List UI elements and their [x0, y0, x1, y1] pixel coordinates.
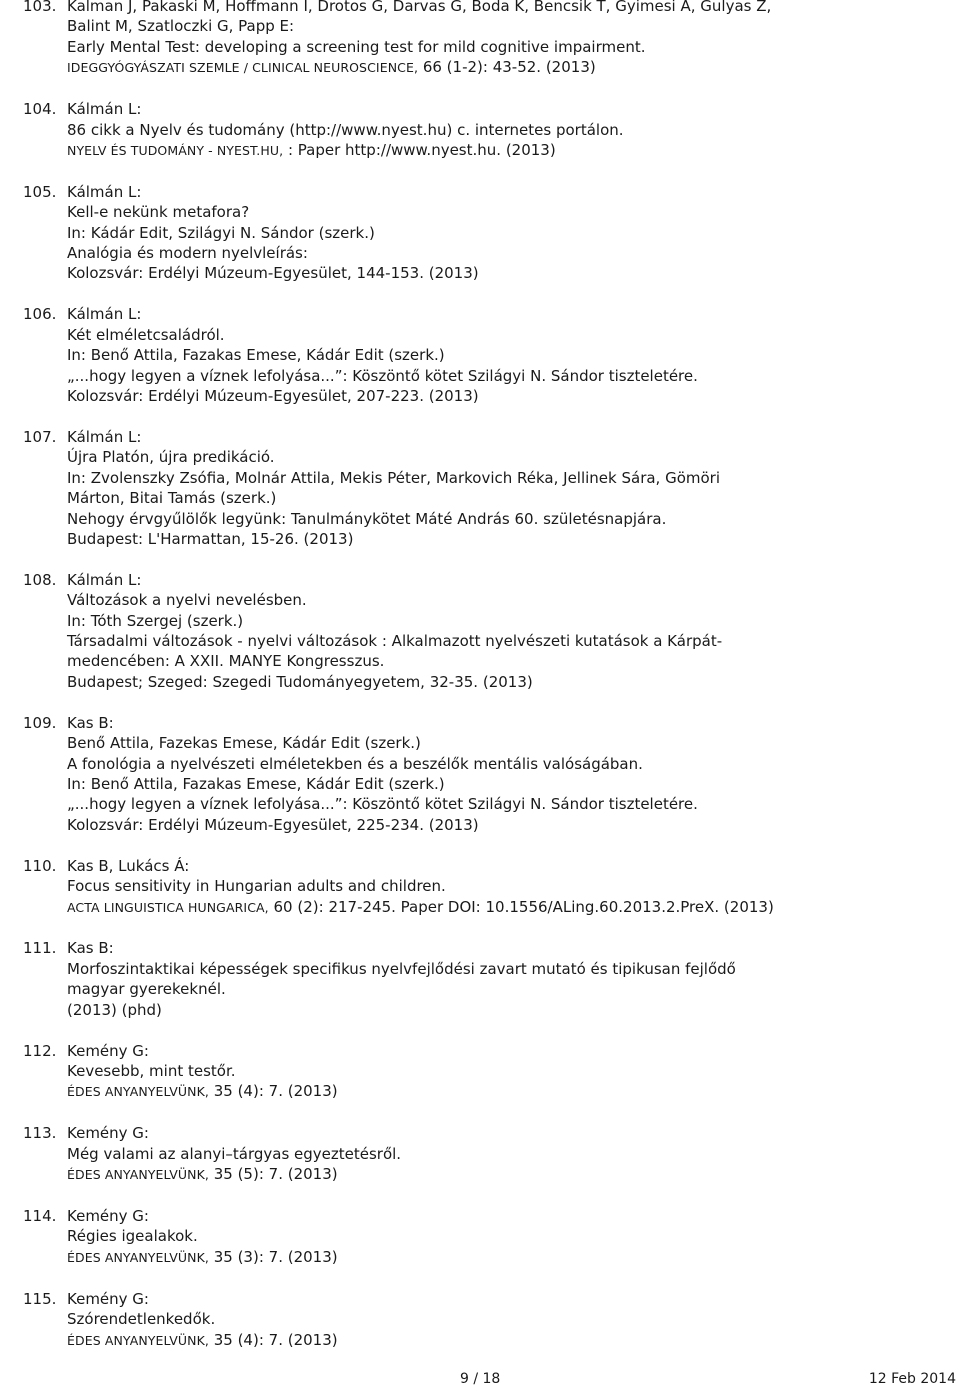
entry-number: 103.: [23, 0, 57, 15]
journal-name: ÉDES ANYANYELVÜNK,: [67, 1332, 209, 1348]
entry-authors: Kálmán L:: [67, 427, 142, 446]
page-footer: [0, 1370, 960, 1388]
entry-line: Kell-e nekünk metafora?: [67, 203, 250, 222]
entry-authors: Kálmán L:: [67, 570, 142, 589]
entry-line: Morfoszintaktikai képességek specifikus nyelvfejlődési zavart mutató és tipikusan fejlődő: [67, 959, 736, 978]
entry-line: Márton, Bitai Tamás (szerk.): [67, 489, 277, 508]
entry-authors: Kas B:: [67, 713, 114, 732]
journal-name: NYELV ÉS TUDOMÁNY - NYEST.HU,: [67, 142, 284, 158]
entry-line: Változások a nyelvi nevelésben.: [67, 591, 307, 610]
entry-source: [67, 1330, 943, 1351]
journal-name: ÉDES ANYANYELVÜNK,: [67, 1167, 209, 1183]
entry-line: In: Zvolenszky Zsófia, Molnár Attila, Mekis Péter, Markovich Réka, Jellinek Sára, Gömöri: [67, 468, 721, 487]
journal-details: : Paper http://www.nyest.hu. (2013): [283, 140, 556, 159]
publication-entry: [23, 570, 943, 692]
entry-authors: Kalman J, Pakaski M, Hoffmann I, Drotos G, Darvas G, Boda K, Bencsik T, Gyimesi A, Gulyas Z,: [67, 0, 772, 15]
entry-line: Kevesebb, mint testőr.: [67, 1061, 236, 1080]
journal-name: ÉDES ANYANYELVÜNK,: [67, 1249, 209, 1265]
entry-source: [67, 1247, 943, 1268]
entry-line: „...hogy legyen a víznek lefolyása...”: Köszöntő kötet Szilágyi N. Sándor tiszteletére.: [67, 795, 698, 814]
entry-number: 113.: [23, 1124, 57, 1143]
journal-details: 66 (1-2): 43-52. (2013): [418, 58, 596, 77]
entry-authors: Kálmán L:: [67, 100, 142, 119]
entry-number: 107.: [23, 427, 57, 446]
journal-name: ACTA LINGUISTICA HUNGARICA,: [67, 899, 269, 915]
entry-line: Újra Platón, újra predikáció.: [67, 448, 275, 467]
entry-line: Szórendetlenkedők.: [67, 1310, 216, 1329]
entry-number: 106.: [23, 305, 57, 324]
entry-line: Nehogy érvgyűlölők legyünk: Tanulmánykötet Máté András 60. születésnapjára.: [67, 509, 667, 528]
journal-name: ÉDES ANYANYELVÜNK,: [67, 1084, 209, 1100]
entry-line: Régies igealakok.: [67, 1227, 198, 1246]
footer-date: 12 Feb 2014: [868, 1371, 956, 1387]
entry-source: [67, 897, 943, 918]
entry-number: 110.: [23, 856, 57, 875]
entry-number: 112.: [23, 1041, 57, 1060]
entry-authors: Kemény G:: [67, 1207, 149, 1225]
entry-line: Két elméletcsaládról.: [67, 325, 225, 344]
entry-authors: Kas B, Lukács Á:: [67, 856, 190, 875]
entry-line: In: Benő Attila, Fazakas Emese, Kádár Edit (szerk.): [67, 775, 445, 793]
entry-line: Kolozsvár: Erdélyi Múzeum-Egyesület, 225-234. (2013): [67, 815, 479, 834]
publication-entry: [23, 99, 943, 161]
publication-entry: [23, 0, 943, 79]
publication-entry: [23, 1289, 943, 1351]
entry-number: 108.: [23, 570, 57, 589]
page-indicator: 9 / 18: [460, 1371, 501, 1387]
entry-number: 104.: [23, 100, 57, 119]
entry-line: Analógia és modern nyelvleírás:: [67, 244, 308, 263]
entry-line: Focus sensitivity in Hungarian adults and children.: [67, 877, 446, 896]
entry-line: medencében: A XXII. MANYE Kongresszus.: [67, 652, 385, 671]
entry-line: Balint M, Szatloczki G, Papp E:: [67, 17, 295, 36]
entry-line: magyar gyerekeknél.: [67, 980, 226, 999]
entry-number: 109.: [23, 713, 57, 732]
publication-entry: [23, 1123, 943, 1185]
entry-line: (2013) (phd): [67, 1000, 162, 1019]
publication-entry: [23, 182, 943, 284]
entry-source: [67, 1081, 943, 1102]
journal-details: 35 (4): 7. (2013): [208, 1082, 338, 1101]
journal-details: 35 (5): 7. (2013): [208, 1165, 338, 1184]
entry-authors: Kemény G:: [67, 1124, 149, 1143]
entry-line: Kolozsvár: Erdélyi Múzeum-Egyesület, 144-153. (2013): [67, 264, 479, 283]
entry-authors: Kálmán L:: [67, 182, 142, 201]
entry-authors: Kemény G:: [67, 1289, 149, 1308]
entry-line: In: Kádár Edit, Szilágyi N. Sándor (szerk.): [67, 223, 375, 242]
publication-entry: [23, 856, 943, 918]
journal-details: 35 (3): 7. (2013): [208, 1247, 338, 1266]
entry-source: [67, 140, 943, 161]
entry-number: 115.: [23, 1289, 57, 1308]
publication-entry: [23, 938, 943, 1020]
journal-details: 35 (4): 7. (2013): [208, 1330, 338, 1349]
entry-line: Budapest; Szeged: Szegedi Tudományegyetem, 32-35. (2013): [67, 672, 533, 691]
entry-line: Benő Attila, Fazekas Emese, Kádár Edit (szerk.): [67, 734, 421, 753]
entry-line: Társadalmi változások - nyelvi változások : Alkalmazott nyelvészeti kutatások a Kárpát-: [67, 632, 723, 651]
journal-details: 60 (2): 217-245. Paper DOI: 10.1556/ALing.60.2013.2.PreX. (2013): [268, 897, 774, 916]
entry-line: Budapest: L'Harmattan, 15-26. (2013): [67, 529, 354, 548]
publication-entry: [23, 713, 943, 835]
entry-line: In: Benő Attila, Fazakas Emese, Kádár Edit (szerk.): [67, 346, 445, 365]
entry-number: 111.: [23, 939, 57, 958]
publication-list: [23, 0, 943, 1371]
journal-name: IDEGGYÓGYÁSZATI SZEMLE / CLINICAL NEUROSCIENCE,: [67, 60, 419, 76]
entry-source: [67, 57, 943, 78]
entry-line: „...hogy legyen a víznek lefolyása...”: Köszöntő kötet Szilágyi N. Sándor tiszteletére.: [67, 366, 698, 385]
entry-authors: Kas B:: [67, 939, 114, 958]
entry-line: A fonológia a nyelvészeti elméletekben és a beszélők mentális valóságában.: [67, 754, 643, 773]
entry-line: Kolozsvár: Erdélyi Múzeum-Egyesület, 207-223. (2013): [67, 387, 479, 405]
entry-line: In: Tóth Szergej (szerk.): [67, 611, 244, 630]
entry-authors: Kálmán L:: [67, 305, 142, 324]
publication-entry: [23, 304, 943, 406]
entry-number: 105.: [23, 182, 57, 201]
publication-entry: [23, 1206, 943, 1268]
entry-source: [67, 1164, 943, 1185]
entry-number: 114.: [23, 1207, 57, 1225]
publication-entry: [23, 1041, 943, 1103]
entry-line: Early Mental Test: developing a screening test for mild cognitive impairment.: [67, 37, 646, 56]
entry-line: 86 cikk a Nyelv és tudomány (http://www.nyest.hu) c. internetes portálon.: [67, 120, 624, 139]
publication-entry: [23, 427, 943, 549]
entry-authors: Kemény G:: [67, 1041, 149, 1060]
entry-line: Még valami az alanyi–tárgyas egyeztetésről.: [67, 1144, 402, 1163]
